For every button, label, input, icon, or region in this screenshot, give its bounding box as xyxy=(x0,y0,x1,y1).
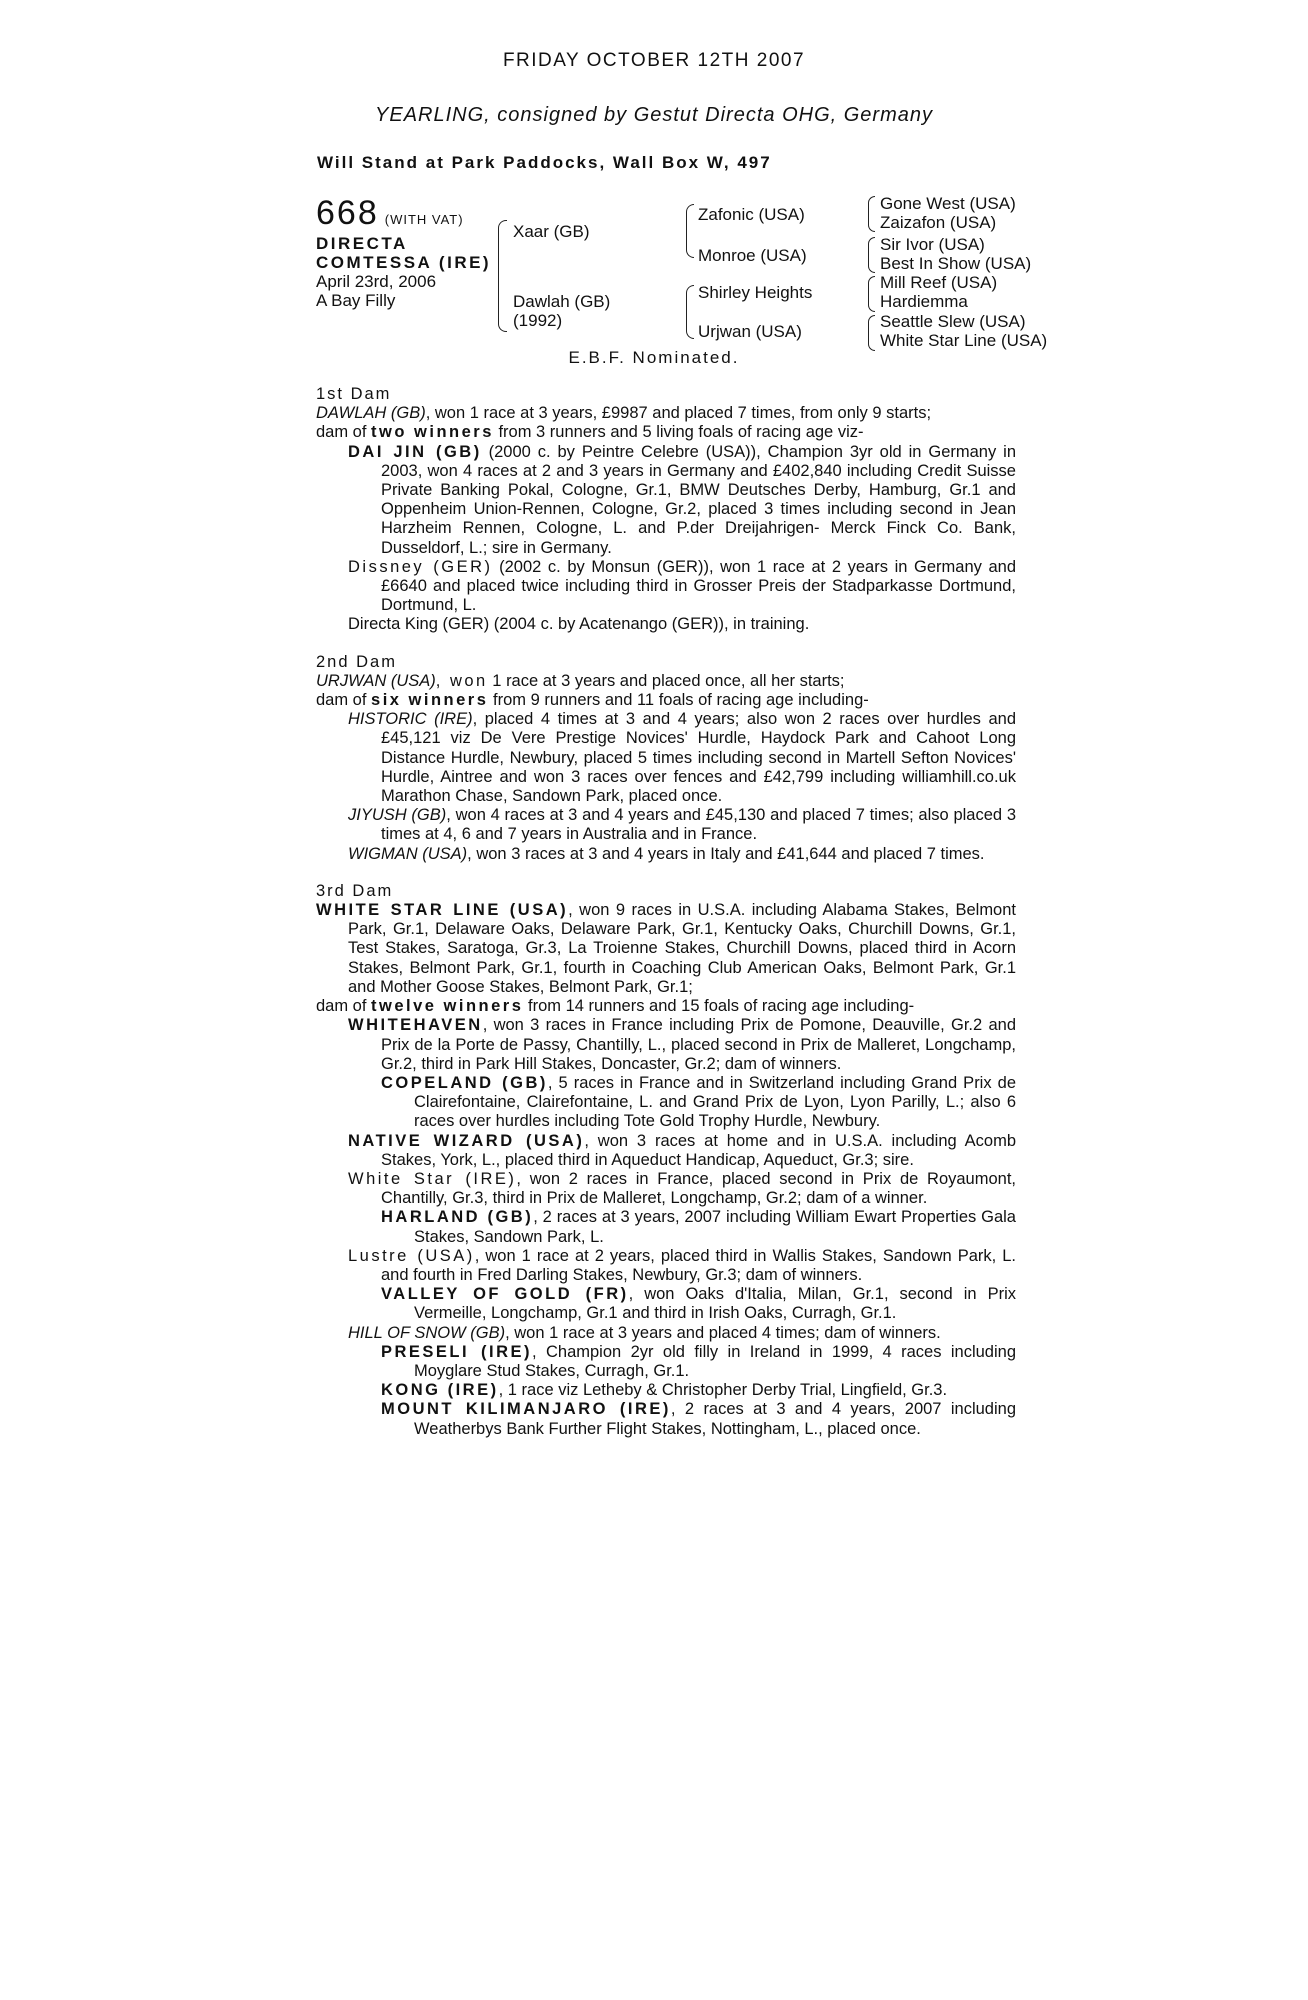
first-dam-section xyxy=(316,385,1016,635)
produce-name: COPELAND (GB) xyxy=(381,1073,548,1092)
produce-entry xyxy=(316,845,1016,864)
produce-name: JIYUSH (GB) xyxy=(348,806,447,825)
g-brace-1 xyxy=(868,196,875,232)
produce-name: WHITEHAVEN xyxy=(348,1016,483,1035)
produce-prefix: dam of xyxy=(316,423,372,442)
produce-suffix: from 9 runners and 11 foals of racing age including- xyxy=(488,691,869,710)
produce-text: , won 4 races at 3 and 4 years and £45,130 and placed 7 times; also placed 3 times at 4, 6 and 7 years in Australia and in France. xyxy=(381,806,1017,844)
granddam-line-7: Seattle Slew (USA) xyxy=(880,312,1026,331)
dam-produce-line xyxy=(316,423,1016,442)
sire-sire: Zafonic (USA) xyxy=(698,205,805,224)
section-heading: 1st Dam xyxy=(316,385,392,403)
dam-text: , won 1 race at 3 years, £9987 and placed 7 times, from only 9 starts; xyxy=(425,404,932,423)
dam-summary xyxy=(316,901,1016,997)
g-brace-3 xyxy=(868,276,875,312)
grandproduce-entry xyxy=(316,1208,1016,1246)
produce-name: WIGMAN (USA) xyxy=(348,844,468,863)
produce-name: HISTORIC (IRE) xyxy=(348,710,473,729)
dam-name: URJWAN (USA) xyxy=(316,671,436,690)
granddam-line-6: Hardiemma xyxy=(880,292,968,311)
grandproduce-entry xyxy=(316,1400,1016,1438)
lot-header xyxy=(316,194,464,233)
g-brace-4 xyxy=(868,315,875,351)
catalogue-body xyxy=(316,385,1016,1439)
produce-text: , won 3 races at 3 and 4 years in Italy and £41,644 and placed 7 times. xyxy=(467,844,985,863)
produce-text: , won 1 race at 3 years and placed 4 times; dam of winners. xyxy=(505,1323,941,1342)
grandproduce-entry xyxy=(316,1074,1016,1132)
winners-count: twelve winners xyxy=(371,997,524,1016)
produce-text: , placed 4 times at 3 and 4 years; also won 2 races over hurdles and £45,121 viz De Vere Prestige Novices' Hurdle, Haydock Park and Cahoot Long Distance Hurdle, Newbury, placed 5 times including second in Martell Sefton Novices' Hurdle, Aintree and won 3 races over fences and £42,799 including williamhill.co.uk Marathon Chase, Sandown Park, placed once. xyxy=(381,710,1016,806)
third-dam-section xyxy=(316,882,1016,1439)
horse-name-line2: COMTESSA (IRE) xyxy=(316,253,492,272)
sire-dam: Monroe (USA) xyxy=(698,246,807,265)
produce-name: VALLEY OF GOLD (FR) xyxy=(381,1285,629,1304)
dam-text: 1 race at 3 years and placed once, all her starts; xyxy=(487,671,845,690)
produce-text: (2002 c. by Monsun (GER)), won 1 race at 2 years in Germany and £6640 and placed twice including third in Grosser Preis der Stadparkasse Dortmund, Dortmund, L. xyxy=(381,557,1016,615)
dam-year: (1992) xyxy=(513,311,563,330)
produce-name: NATIVE WIZARD (USA) xyxy=(348,1131,585,1150)
grandproduce-entry xyxy=(316,1343,1016,1381)
produce-text: , 1 race viz Letheby & Christopher Derby Trial, Lingfield, Gr.3. xyxy=(498,1381,948,1400)
produce-text: , Champion 2yr old filly in Ireland in 1999, 4 races including Moyglare Stud Stakes, Curragh, Gr.1. xyxy=(414,1342,1016,1380)
produce-name: HARLAND (GB) xyxy=(381,1208,534,1227)
produce-entry xyxy=(316,558,1016,616)
produce-prefix: dam of xyxy=(316,997,372,1016)
produce-entry xyxy=(316,1132,1016,1170)
produce-text: , won 2 races in France, placed second in Prix de Royaumont, Chantilly, Gr.3, third in Prix de Malleret, Longchamp, Gr.2; dam of a winner. xyxy=(381,1169,1017,1208)
vat-note: (WITH VAT) xyxy=(384,212,464,227)
consignment-line: YEARLING, consigned by Gestut Directa OHG, Germany xyxy=(375,104,933,126)
produce-name: PRESELI (IRE) xyxy=(381,1342,532,1361)
produce-entry xyxy=(316,1247,1016,1285)
produce-entry xyxy=(316,710,1016,806)
section-heading: 2nd Dam xyxy=(316,652,397,671)
produce-entry xyxy=(316,443,1016,558)
produce-entry xyxy=(316,1170,1016,1208)
granddam-line-3: Sir Ivor (USA) xyxy=(880,235,985,254)
produce-suffix: from 14 runners and 15 foals of racing age including- xyxy=(523,997,915,1016)
produce-text: , 2 races at 3 years, 2007 including William Ewart Properties Gala Stakes, Sandown Park, L. xyxy=(414,1208,1016,1246)
produce-entry xyxy=(316,806,1016,844)
dam-produce-line xyxy=(316,691,1016,710)
produce-text: , 5 races in France and in Switzerland including Grand Prix de Clairefontaine, Clairefontaine, L. and Grand Prix de Lyon, Lyon Parilly, L.; also 6 races over hurdles including Tote Gold Trophy Hurdle, Newbury. xyxy=(414,1073,1016,1131)
winners-count: six winners xyxy=(371,691,489,710)
sire-brace xyxy=(686,204,694,258)
dam-text-spaced: , won xyxy=(435,671,488,690)
granddam-line-2: Zaizafon (USA) xyxy=(880,213,997,232)
granddam-line-1: Gone West (USA) xyxy=(880,194,1016,213)
horse-details xyxy=(316,234,491,310)
dam-sire: Shirley Heights xyxy=(698,283,813,302)
dam: Dawlah (GB) xyxy=(513,292,611,311)
grandproduce-entry xyxy=(316,1381,1016,1400)
produce-text: , won 3 races in France including Prix de Pomone, Deauville, Gr.2 and Prix de la Porte de Passy, Chantilly, L., placed second in Prix de Malleret, Longchamp, Gr.2, third in Park Hill Stakes, Doncaster, Gr.2; dam of winners. xyxy=(381,1016,1016,1073)
produce-text: , won 3 races at home and in U.S.A. including Acomb Stakes, York, L., placed third in Aqueduct Handicap, Aqueduct, Gr.3; sire. xyxy=(381,1131,1016,1169)
dam-produce-line xyxy=(316,997,1016,1016)
produce-prefix: dam of xyxy=(316,691,372,710)
dam-name: DAWLAH (GB) xyxy=(316,404,426,423)
section-heading: 3rd Dam xyxy=(316,881,394,900)
winners-count: two winners xyxy=(371,423,494,442)
produce-name: MOUNT KILIMANJARO (IRE) xyxy=(381,1400,671,1419)
produce-text: , won Oaks d'Italia, Milan, Gr.1, second in Prix Vermeille, Longchamp, Gr.1 and third in Irish Oaks, Curragh, Gr.1. xyxy=(414,1285,1016,1323)
produce-name: Dissney (GER) xyxy=(348,557,493,576)
g-brace-2 xyxy=(868,237,875,273)
second-dam-section xyxy=(316,653,1016,864)
main-brace xyxy=(498,220,507,332)
horse-name-line1: DIRECTA xyxy=(316,234,408,253)
sire: Xaar (GB) xyxy=(513,222,590,241)
sale-date: FRIDAY OCTOBER 12TH 2007 xyxy=(502,50,806,71)
dam-text: , won 9 races in U.S.A. including Alabama Stakes, Belmont Park, Gr.1, Delaware Oaks, Delaware Park, Gr.1, Kentucky Oaks, Churchill Downs, Gr.1, Test Stakes, Saratoga, Gr.3, La Troienne Stakes, Churchill Downs, placed third in Acorn Stakes, Belmont Park, Gr.1, fourth in Coaching Club American Oaks, Belmont Park, Gr.1 and Mother Goose Stakes, Belmont Park, Gr.1; xyxy=(348,901,1016,996)
dam-summary xyxy=(316,404,1016,423)
grandproduce-entry xyxy=(316,1285,1016,1323)
dam-name: WHITE STAR LINE (USA) xyxy=(316,901,569,920)
stand-location: Will Stand at Park Paddocks, Wall Box W, 497 xyxy=(317,153,772,172)
horse-description: A Bay Filly xyxy=(316,291,396,310)
granddam-line-5: Mill Reef (USA) xyxy=(880,273,998,292)
produce-text: , 2 races at 3 and 4 years, 2007 including Weatherbys Bank Further Flight Stakes, Nottingham, L., placed once. xyxy=(414,1400,1017,1438)
produce-name: White Star (IRE) xyxy=(348,1169,517,1188)
dam-brace xyxy=(686,285,694,339)
ebf-note: E.B.F. Nominated. xyxy=(568,348,740,367)
produce-entry: Directa King (GER) (2004 c. by Acatenango (GER)), in training. xyxy=(348,615,810,634)
dam-dam: Urjwan (USA) xyxy=(698,322,802,341)
produce-entry xyxy=(316,1324,1016,1343)
granddam-line-8: White Star Line (USA) xyxy=(880,331,1048,350)
produce-name: Lustre (USA) xyxy=(348,1246,475,1265)
lot-number: 668 xyxy=(316,194,379,232)
produce-entry xyxy=(316,1016,1016,1074)
granddam-line-4: Best In Show (USA) xyxy=(880,254,1032,273)
produce-suffix: from 3 runners and 5 living foals of racing age viz- xyxy=(493,423,864,442)
foaling-date: April 23rd, 2006 xyxy=(316,272,437,291)
produce-name: HILL OF SNOW (GB) xyxy=(348,1323,506,1342)
produce-name: DAI JIN (GB) xyxy=(348,442,482,461)
dam-summary xyxy=(316,672,1016,691)
produce-name: KONG (IRE) xyxy=(381,1381,499,1400)
produce-text: , won 1 race at 2 years, placed third in Wallis Stakes, Sandown Park, L. and fourth in Fred Darling Stakes, Newbury, Gr.3; dam of winners. xyxy=(381,1246,1017,1284)
produce-text: (2000 c. by Peintre Celebre (USA)), Champion 3yr old in Germany in 2003, won 4 races at 2 and 3 years in Germany and £402,840 including Credit Suisse Private Banking Pokal, Cologne, Gr.1, BMW Deutsches Derby, Hamburg, Gr.1 and Oppenheim Union-Rennen, Cologne, Gr.2, placed 3 times including second in Jean Harzheim Rennen, Cologne, L. and P.der Dreijahrigen- Merck Finck Co. Bank, Dusseldorf, L.; sire in Germany. xyxy=(381,442,1017,557)
